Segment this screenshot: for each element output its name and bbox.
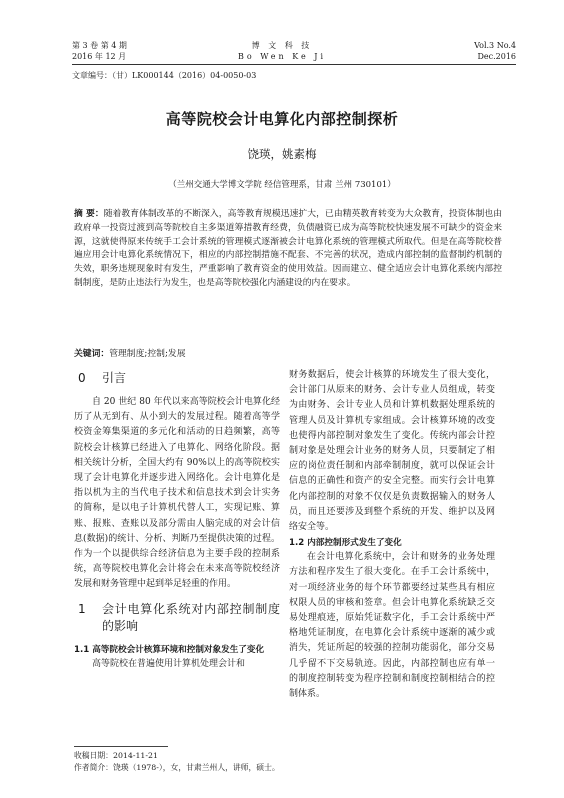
section-0-number: 0 <box>78 371 86 385</box>
subsection-1-1-heading: 1.1 高等院校会计核算环境和控制对象发生了变化 <box>74 644 265 655</box>
header-vol-issue: 第 3 卷 第 4 期 <box>72 41 127 50</box>
keywords <box>74 346 502 359</box>
abstract-label: 摘 要： <box>74 209 104 219</box>
left-column <box>74 368 280 672</box>
paper-title: 高等院校会计电算化内部控制探析 <box>165 110 399 128</box>
section-0-title: 引言 <box>102 371 127 385</box>
section-0-heading <box>74 370 280 387</box>
keywords-text: 管理制度;控制;发展 <box>109 349 186 359</box>
footnote-divider <box>74 746 168 747</box>
section-0-paragraph: 自 20 世纪 80 年代以来高等院校会计电算化经历了从无到有、从小到大的发展过程。随着高等学校资金筹集渠道的多元化和活动的日趋频繁，高等院校会计核算已经进入了电算化、网络化阶段。据相关统计分析，全国大约有 90%以上的高等院校实现了会计电算化并逐步进入网络化。会计电算化是指以机为主的当代电子技术和信息技术到会计实务的简称，是以电子计算机代替人工，实现记账、算账、报账、查账以及部分需由人脑完成的对会计信息(数据)的统计、分析、判断乃至提供决策的过程。作为一个以提供综合经济信息为主要手段的控制系统，高等院校电算化会计将会在未来高等院校经济发展和财务管理中起到举足轻重的作用。 <box>74 397 280 590</box>
header-journal-cn: 博 文 科 技 <box>251 41 313 50</box>
header-right <box>474 40 516 62</box>
footnote-author-bio: 作者简介：饶瑛（1978-），女，甘肃兰州人，讲师，硕士。 <box>74 763 280 772</box>
header-date-en: Dec.2016 <box>477 52 516 61</box>
header-divider <box>72 64 516 65</box>
subsection-1-2-heading: 1.2 内部控制形式发生了变化 <box>289 538 402 549</box>
abstract-text: 随着教育体制改革的不断深入，高等教育规模迅速扩大，已由精英教育转变为大众教育，投资体制也由政府单一投资过渡到高等院校自主多渠道筹措教育经费，负债融资已成为高等院校快速发展不可缺少的资金来源，这就使得原来传统手工会计系统的管理模式逐渐被会计电算化系统的管理模式所取代。但是在高等院校普遍应用会计电算化系统情况下，相应的内部控制措施不配套、不完善的状况，造成内部控制的监督制约机制的失效，职务违规现象时有发生，严重影响了教育资金的使用效益。因而建立、健全适应会计电算化系统内部控制制度，是防止违法行为发生，也是高等院校强化内涵建设的内在要求。 <box>74 209 502 288</box>
footnote-received: 收稿日期：2014-11-21 <box>74 751 158 760</box>
section-1-title: 会计电算化系统对内部控制制度的影响 <box>102 601 280 633</box>
header-vol-issue-en: Vol.3 No.4 <box>474 41 516 50</box>
subsection-1-2-paragraph: 在会计电算化系统中，会计和财务的业务处理方法和程序发生了很大变化。在手工会计系统中，对一项经济业务的每个环节都要经过某些具有相应权限人员的审核和签章。但会计电算化系统缺乏交易处理痕迹，原始凭证数字化，手工会计系统中严格地凭证制度，在电算化会计系统中逐渐的减少或消失，凭证所起的较强的控制功能弱化，部分交易几乎留不下交易轨迹。因此，内部控制也应有单一的制度控制转变为程序控制和制度控制相结合的控制体系。 <box>289 552 495 700</box>
paper-authors: 饶瑛，姚素梅 <box>247 147 317 161</box>
paper-affiliation: （兰州交通大学博文学院 经信管理系，甘肃 兰州 730101） <box>168 180 396 190</box>
right-column <box>289 368 495 702</box>
keywords-label: 关键词： <box>74 349 110 359</box>
article-number: 文章编号：（甘）LK000144（2016）04-0050-03 <box>72 71 257 80</box>
subsection-1-1-paragraph-cont: 财务数据后，使会计核算的环境发生了很大变化，会计部门从原来的财务、会计专业人员组成，转变为由财务、会计专业人员和计算机数据处理系统的管理人员及计算机专家组成。会计核算环境的改变也使得内部控制对象发生了变化。传统内部会计控制对象是处理会计业务的财务人员，只要制定了相应的岗位责任制和内部牵制制度，就可以保证会计信息的正确性和资产的安全完整。而实行会计电算化内部控制的对象不仅仅是负责数据输入的财务人员，而且还要涉及到整个系统的开发、维护以及网络安全等。 <box>289 370 495 533</box>
header-journal-pinyin: Bo Wen Ke Ji <box>237 52 327 61</box>
header-date: 2016 年 12 月 <box>72 52 127 61</box>
abstract <box>74 208 502 291</box>
section-1-heading <box>74 601 280 635</box>
subsection-1-1-paragraph-start: 高等院校在普遍使用计算机处理会计和 <box>92 658 246 669</box>
section-1-number: 1 <box>78 601 86 616</box>
